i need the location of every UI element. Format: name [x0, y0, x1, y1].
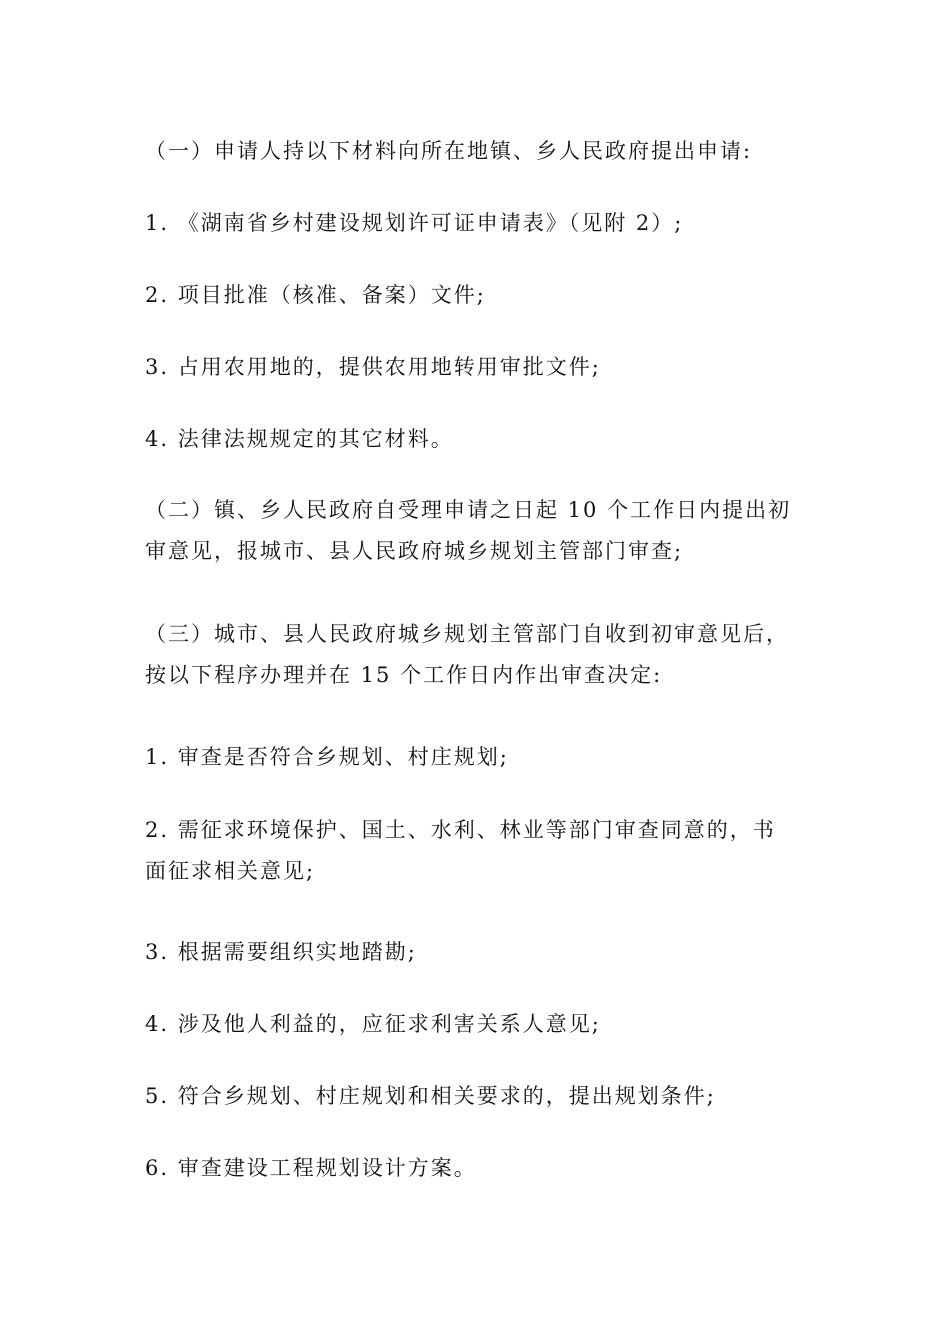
paragraph-review-4 — [145, 1004, 810, 1045]
text-line: 面征求相关意见; — [145, 859, 316, 883]
text-line: 3. 根据需要组织实地踏勘; — [145, 940, 417, 964]
paragraph-review-1 — [145, 737, 810, 778]
text-line: （二）镇、乡人民政府自受理申请之日起 10 个工作日内提出初 — [145, 498, 792, 522]
paragraph-material-3 — [145, 347, 810, 388]
paragraph-step-two — [145, 490, 810, 572]
paragraph-material-2 — [145, 275, 810, 316]
paragraph-step-three — [145, 614, 810, 696]
text-line: 1. 审查是否符合乡规划、村庄规划; — [145, 745, 509, 769]
text-line: 按以下程序办理并在 15 个工作日内作出审查决定: — [145, 663, 663, 687]
text-line: 1. 《湖南省乡村建设规划许可证申请表》（见附 2）; — [145, 211, 684, 235]
text-line: 2. 需征求环境保护、国土、水利、林业等部门审查同意的，书 — [145, 818, 776, 842]
paragraph-step-one-intro — [145, 131, 810, 172]
text-line: 审意见，报城市、县人民政府城乡规划主管部门审查; — [145, 539, 684, 563]
paragraph-material-4 — [145, 419, 810, 460]
text-line: （三）城市、县人民政府城乡规划主管部门自收到初审意见后， — [145, 622, 789, 646]
text-line: 3. 占用农用地的，提供农用地转用审批文件; — [145, 355, 601, 379]
paragraph-material-1 — [145, 203, 810, 244]
text-line: （一）申请人持以下材料向所在地镇、乡人民政府提出申请: — [145, 139, 753, 163]
paragraph-review-2 — [145, 810, 810, 892]
paragraph-review-6 — [145, 1148, 810, 1189]
paragraph-review-5 — [145, 1076, 810, 1117]
text-line: 5. 符合乡规划、村庄规划和相关要求的，提出规划条件; — [145, 1084, 716, 1108]
text-line: 4. 法律法规规定的其它材料。 — [145, 427, 454, 451]
text-line: 2. 项目批准（核准、备案）文件; — [145, 283, 486, 307]
text-line: 6. 审查建设工程规划设计方案。 — [145, 1156, 477, 1180]
text-line: 4. 涉及他人利益的，应征求利害关系人意见; — [145, 1012, 601, 1036]
paragraph-review-3 — [145, 932, 810, 973]
